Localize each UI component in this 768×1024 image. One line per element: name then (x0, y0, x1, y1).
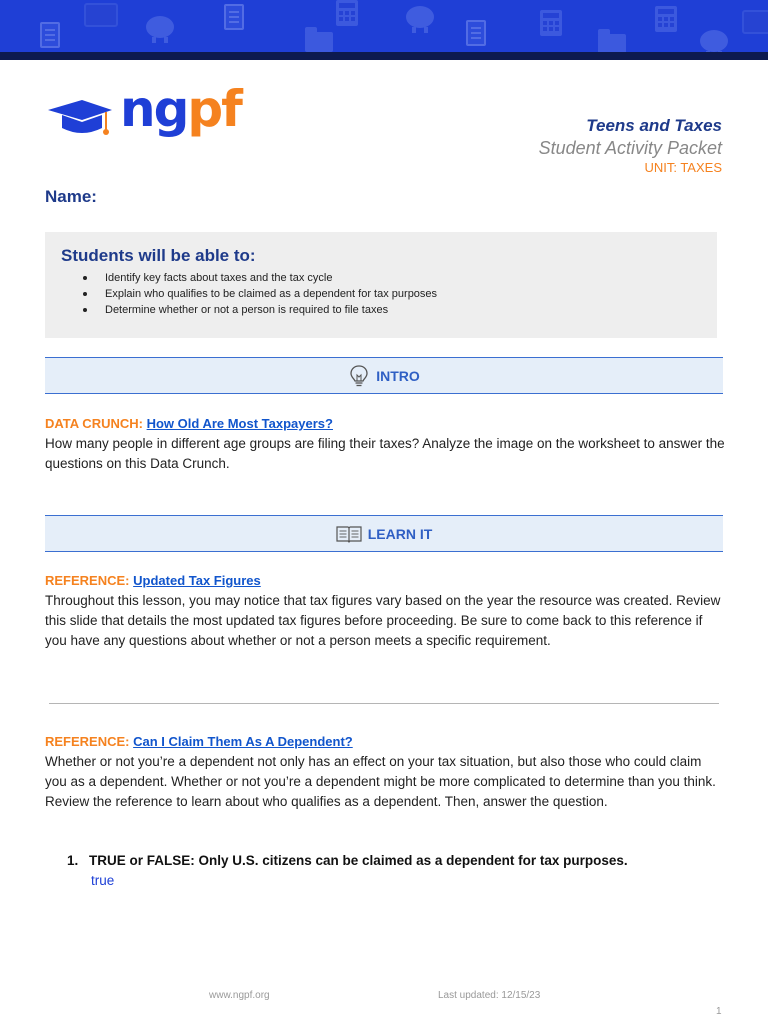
objectives-box (45, 232, 717, 338)
data-crunch-text: How many people in different age groups are filing their taxes? Analyze the image on the worksheet to answer the questions on this Data Crunch. (45, 436, 725, 471)
data-crunch-kicker: DATA CRUNCH: (45, 416, 143, 431)
horizontal-divider (49, 703, 719, 704)
reference-heading (45, 571, 725, 591)
footer-url: www.ngpf.org (209, 990, 270, 1001)
banner-stripe (0, 52, 768, 60)
document-icon (466, 20, 486, 46)
question-answer[interactable]: true (91, 873, 115, 888)
reference-heading (45, 732, 725, 752)
question-prompt (67, 851, 727, 871)
document-subtitle: Student Activity Packet (538, 138, 722, 158)
page-number: 1 (716, 1006, 722, 1017)
name-field-label: Name: (45, 187, 97, 206)
folder-icon (305, 32, 333, 52)
objectives-heading: Students will be able to: (61, 246, 256, 265)
data-crunch-link[interactable]: How Old Are Most Taxpayers? (146, 416, 333, 431)
reference-text: Throughout this lesson, you may notice that tax figures vary based on the year the resource was created. Review this slide that details the most updated tax figures before proceeding. Be sure to come back to this reference if you have any questions about whether or not a person meets a specific requirement. (45, 593, 721, 648)
document-icon (40, 22, 60, 48)
lightbulb-icon (348, 364, 370, 388)
objective-item: Explain who qualifies to be claimed as a dependent for tax purposes (83, 286, 701, 302)
calculator-icon (540, 10, 562, 36)
reference-kicker: REFERENCE: (45, 734, 130, 749)
ngpf-logo (46, 80, 241, 142)
folder-icon (598, 34, 626, 54)
title-block (539, 115, 722, 177)
header-banner (0, 0, 768, 60)
question-1 (67, 851, 727, 891)
reference-tax-figures-block (45, 571, 725, 651)
calculator-icon (655, 6, 677, 32)
section-bar-learn-it (45, 515, 723, 552)
briefcase-icon (742, 10, 768, 34)
graduation-cap-icon (46, 98, 114, 138)
piggy-bank-icon (700, 30, 728, 52)
updated-tax-figures-link[interactable]: Updated Tax Figures (133, 573, 261, 588)
reference-text: Whether or not you’re a dependent not only has an effect on your tax situation, but also those who could claim you as a dependent. Whether or not you’re a dependent might be more complicated to determine than you think. Review the reference to learn about who qualifies as a dependent. Then, answer the question. (45, 754, 716, 809)
piggy-bank-icon (146, 16, 174, 38)
footer-last-updated: Last updated: 12/15/23 (438, 990, 541, 1001)
section-bar-intro (45, 357, 723, 394)
objectives-list (61, 270, 701, 318)
objective-item: Determine whether or not a person is required to file taxes (83, 302, 701, 318)
document-icon (224, 4, 244, 30)
reference-kicker: REFERENCE: (45, 573, 130, 588)
data-crunch-heading (45, 414, 725, 434)
question-number: 1. (67, 853, 79, 868)
logo-wordmark: ngpf (120, 80, 241, 138)
unit-label: UNIT: TAXES (644, 160, 722, 175)
data-crunch-block (45, 414, 725, 474)
reference-dependent-block (45, 732, 725, 812)
document-title: Teens and Taxes (586, 116, 722, 135)
section-label-intro: INTRO (376, 367, 420, 384)
section-label-learn-it: LEARN IT (367, 525, 433, 542)
question-text: TRUE or FALSE: Only U.S. citizens can be claimed as a dependent for tax purposes. (89, 853, 628, 868)
book-icon (336, 524, 362, 544)
piggy-bank-icon (406, 6, 434, 28)
briefcase-icon (84, 3, 118, 27)
objective-item: Identify key facts about taxes and the tax cycle (83, 270, 701, 286)
claim-dependent-link[interactable]: Can I Claim Them As A Dependent? (133, 734, 353, 749)
calculator-icon (336, 0, 358, 26)
